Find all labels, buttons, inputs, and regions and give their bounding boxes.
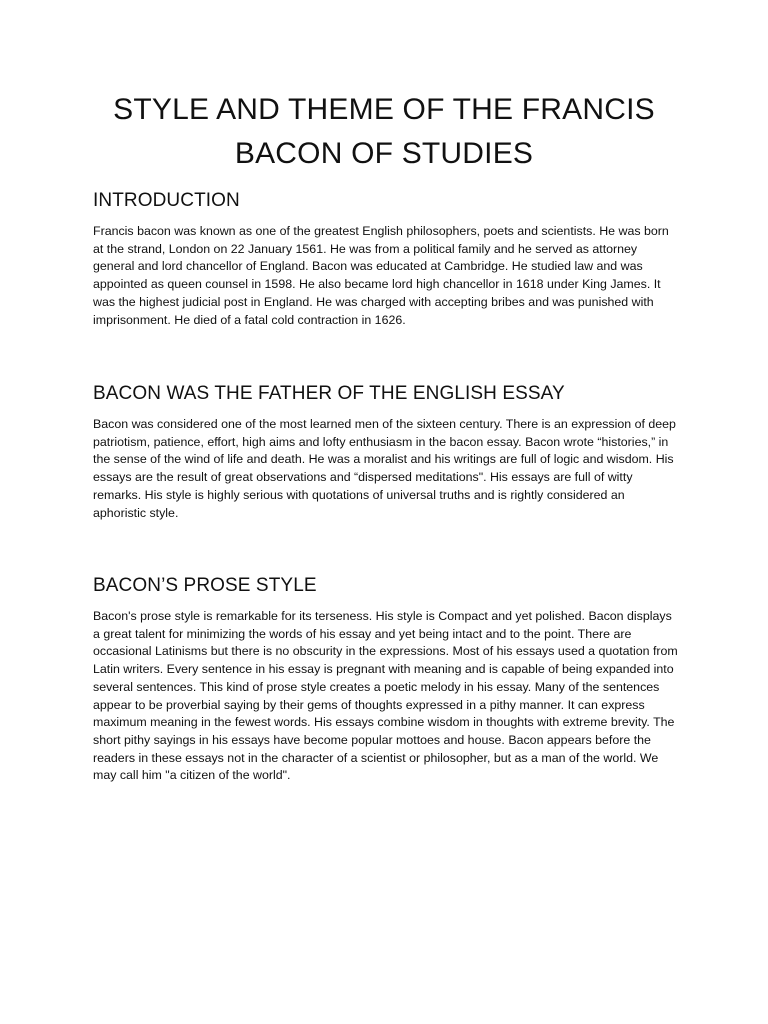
document-title: STYLE AND THEME OF THE FRANCIS BACON OF STUDIES <box>113 93 655 170</box>
section-introduction <box>93 189 679 329</box>
section-father-of-english-essay <box>93 382 679 522</box>
section-paragraph: Francis bacon was known as one of the greatest English philosophers, poets and scientists. He was born at the strand, London on 22 January 1561. He was from a political family and he served as attorney general and lord chancellor of England. Bacon was educated at Cambridge. He studied law and was appointed as queen counsel in 1598. He also became lord high chancellor in 1618 under King James. It was the highest judicial post in England. He was charged with accepting bribes and was punished with imprisonment. He died of a fatal cold contraction in 1626. <box>93 224 669 327</box>
section-heading: BACON’S PROSE STYLE <box>93 575 317 596</box>
section-paragraph: Bacon was considered one of the most learned men of the sixteen century. There is an expression of deep patriotism, patience, effort, high aims and lofty enthusiasm in the bacon essay. Bacon wrote “histories,” in the sense of the wind of life and death. He was a moralist and his writings are full of logic and wisdom. His essays are the result of great observations and “dispersed meditations". His essays are full of witty remarks. His style is highly serious with quotations of universal truths and is rightly considered an aphoristic style. <box>93 417 676 520</box>
section-heading: BACON WAS THE FATHER OF THE ENGLISH ESSAY <box>93 383 565 404</box>
section-heading: INTRODUCTION <box>93 190 240 211</box>
section-paragraph: Bacon's prose style is remarkable for its terseness. His style is Compact and yet polished. Bacon displays a great talent for minimizing the words of his essay and yet being intact and to the point. There are occasional Latinisms but there is no obscurity in the expressions. Most of his essays used a quotation from Latin writers. Every sentence in his essay is pregnant with meaning and is capable of being expanded into several sentences. This kind of prose style creates a poetic melody in his essay. Many of the sentences appear to be proverbial saying by their gems of thoughts expressed in a pithy manner. It can express maximum meaning in the fewest words. His essays combine wisdom in thoughts with extreme brevity. The short pithy sayings in his essays have become popular mottoes and house. Bacon appears before the readers in these essays not in the character of a scientist or philosopher, but as a man of the world. We may call him "a citizen of the world". <box>93 609 678 783</box>
section-prose-style <box>93 574 679 785</box>
